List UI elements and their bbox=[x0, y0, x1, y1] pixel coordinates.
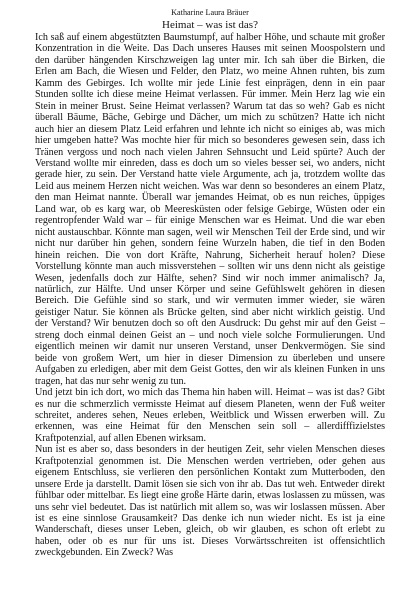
author-name: Katharine Laura Bräuer bbox=[171, 8, 249, 17]
paragraph: Ich saß auf einem abgestützten Baumstumpf, auf halber Höhe, und schaute mit großer Konzentration in die Weite. Das Dach unseres Hauses mit seinen Moospolstern und den darüber hängenden Kirschzweigen lag unter mir. Ich sah über die Birken, die Erlen am Bach, die Wiesen und Felder, den Platz, wo meine Ahnen ruhten, bis zum Kamm des Gebirges. Ich wollte mir jede Linie fest einprägen, denn in ein paar Stunden sollte ich diese meine Heimat verlassen. Für immer. Mein Herz lag wie ein Stein in meiner Brust. Seine Heimat verlassen? Warum tat das so weh? Gab es nicht überall Bäume, Bäche, Gebirge und Dächer, um mich zu schützen? Hatte ich nicht auch hier an diesem Platz Leid erfahren und lehnte ich nicht so einiges ab, was mich hier umgeben hatte? Was mochte hier für mich so besonderes gewesen sein, dass ich Tränen vergoss und noch nach vielen Jahren Sehnsucht und Leid spürte? Auch der Verstand wollte mir einreden, dass es doch um so vieles besser sei, wo anders, nicht gerade hier, zu sein. Der Verstand hatte viele Argumente, ach ja, trotzdem wollte das Leid aus meinem Herzen nicht weichen. Was war denn so besonderes an einem Platz, den man Heimat nannte. Überall war jemandes Heimat, ob es nun reiches, üppiges Land war, ob es karg war, ob Meeresküsten oder felsige Gebirge, Wüsten oder ein regentropfender Wald war – für einige Menschen war es Heimat. Und die war eben nicht austauschbar. Könnte man sagen, weil wir Menschen Teil der Erde sind, und wir nicht nur darüber hin gehen, sondern feine Wurzeln haben, die tief in den Boden hinein reichen. Die von dort Kräfte, Nahrung, Sicherheit herauf holen? Diese Vorstellung könnte man auch missverstehen – sollten wir uns denn nicht als geistige Wesen, jedenfalls doch zur Hälfte, sehen? Sind wir noch immer animalisch? Ja, natürlich, zur Hälfte. Und unser Körper und seine Gefühlswelt gehören in diesen Bereich. Die Gefühle sind so stark, und wir vermuten immer wieder, sie wären geistiger Natur. Sie können als Brücke gelten, sind aber nicht wirklich geistig. Und der Verstand? Wir benutzen doch so oft den Ausdruck: Du gehst mir auf den Geist – streng doch einmal deinen Geist an – und noch viele solche Formulierungen. Und eigentlich meinen wir damit nur unseren Verstand, unser Denkvermögen. Sie sind beide von großem Wert, um hier in dieser Dimension zu überleben und unsere Aufgaben zu erledigen, aber mit dem Geist Gottes, den wir als kleinen Funken in uns tragen, hat das nur sehr wenig zu tun. bbox=[35, 32, 385, 387]
paragraph: Und jetzt bin ich dort, wo mich das Thema hin haben will. Heimat – was ist das? Gibt es nur die schmerzlich vermisste Heimat auf diesem Planeten, wenn der Fuß weiter schreitet, anderes sehen, Neues erleben, Weitblick und Wissen erwerben will. Zu erkennen, was eine Heimat für den Menschen sein soll – allerdifffizielstes Kraftpotenzial, auf allen Ebenen wirksam. bbox=[35, 387, 385, 444]
paragraph: Nun ist es aber so, dass besonders in der heutigen Zeit, sehr vielen Menschen dieses Kraftpotenzial genommen ist. Die Menschen werden vertrieben, oder gehen aus eigenem Entschluss, sie verlieren den persönlichen Kontakt zum Mutterboden, den unsere Erde ja darstellt. Damit lösen sie sich von ihr ab. Das tut weh. Entweder direkt fühlbar oder mittelbar. Es liegt eine große Härte darin, etwas loslassen zu müssen, was uns sehr viel bedeutet. Das ist natürlich mit allem so, was wir loslassen müssen. Aber ist es eine sinnlose Grausamkeit? Das denke ich nun wieder nicht. Es ist ja eine Wanderschaft, dieses unser Leben, gleich, ob wir glauben, es schon oft erlebt zu haben, oder ob es nur für uns ist. Dieses Vorwärtsschreiten ist offensichtlich zweckgebunden. Ein Zweck? Was bbox=[35, 444, 385, 559]
page-title: Heimat – was ist das? bbox=[162, 19, 258, 31]
body-text bbox=[35, 32, 385, 559]
